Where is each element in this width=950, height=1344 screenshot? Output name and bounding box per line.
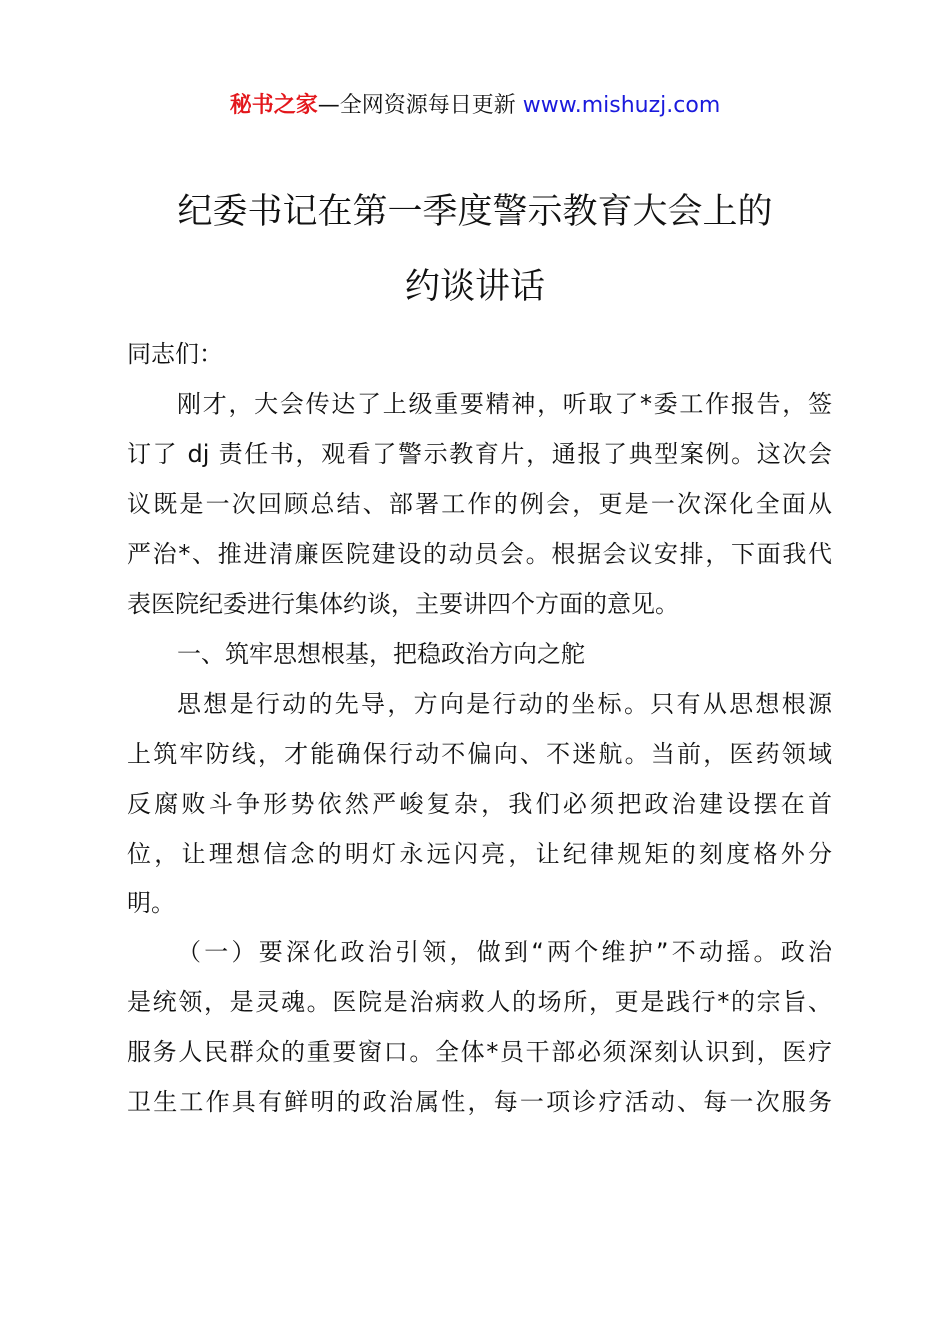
document-title-line-1: 纪委书记在第一季度警示教育大会上的	[177, 192, 773, 232]
section-heading: 一、筑牢思想根基，把稳政治方向之舵	[177, 640, 585, 668]
text-line: 明。	[127, 889, 175, 917]
text-line: 订了 dj 责任书，观看了警示教育片，通报了典型案例。这次会	[127, 440, 832, 468]
salutation: 同志们：	[127, 340, 223, 368]
text-line: 议既是一次回顾总结、部署工作的例会，更是一次深化全面从	[127, 490, 832, 518]
text-line: 是统领，是灵魂。医院是治病救人的场所，更是践行*的宗旨、	[127, 988, 832, 1016]
text-line: 刚才，大会传达了上级重要精神，听取了*委工作报告，签	[177, 390, 832, 418]
text-line: 思想是行动的先导，方向是行动的坐标。只有从思想根源	[177, 690, 832, 718]
text-line: 严治*、推进清廉医院建设的动员会。根据会议安排，下面我代	[127, 540, 832, 568]
text-line: （一）要深化政治引领，做到“两个维护”不动摇。政治	[177, 938, 832, 966]
document-title-line-2: 约谈讲话	[404, 267, 545, 307]
text-line: 反腐败斗争形势依然严峻复杂，我们必须把政治建设摆在首	[127, 790, 832, 818]
text-line: 上筑牢防线，才能确保行动不偏向、不迷航。当前，医药领域	[127, 740, 832, 768]
text-line: 服务人民群众的重要窗口。全体*员干部必须深刻认识到，医疗	[127, 1038, 832, 1066]
banner-url[interactable]: www.mishuzj.com	[522, 93, 721, 118]
text-line: 卫生工作具有鲜明的政治属性，每一项诊疗活动、每一次服务	[127, 1088, 832, 1116]
banner-slogan: —全网资源每日更新	[317, 93, 523, 118]
text-line: 表医院纪委进行集体约谈，主要讲四个方面的意见。	[127, 590, 679, 618]
text-line: 位，让理想信念的明灯永远闪亮，让纪律规矩的刻度格外分	[127, 840, 832, 868]
brand-name: 秘书之家	[229, 93, 318, 118]
site-banner	[0, 88, 950, 119]
